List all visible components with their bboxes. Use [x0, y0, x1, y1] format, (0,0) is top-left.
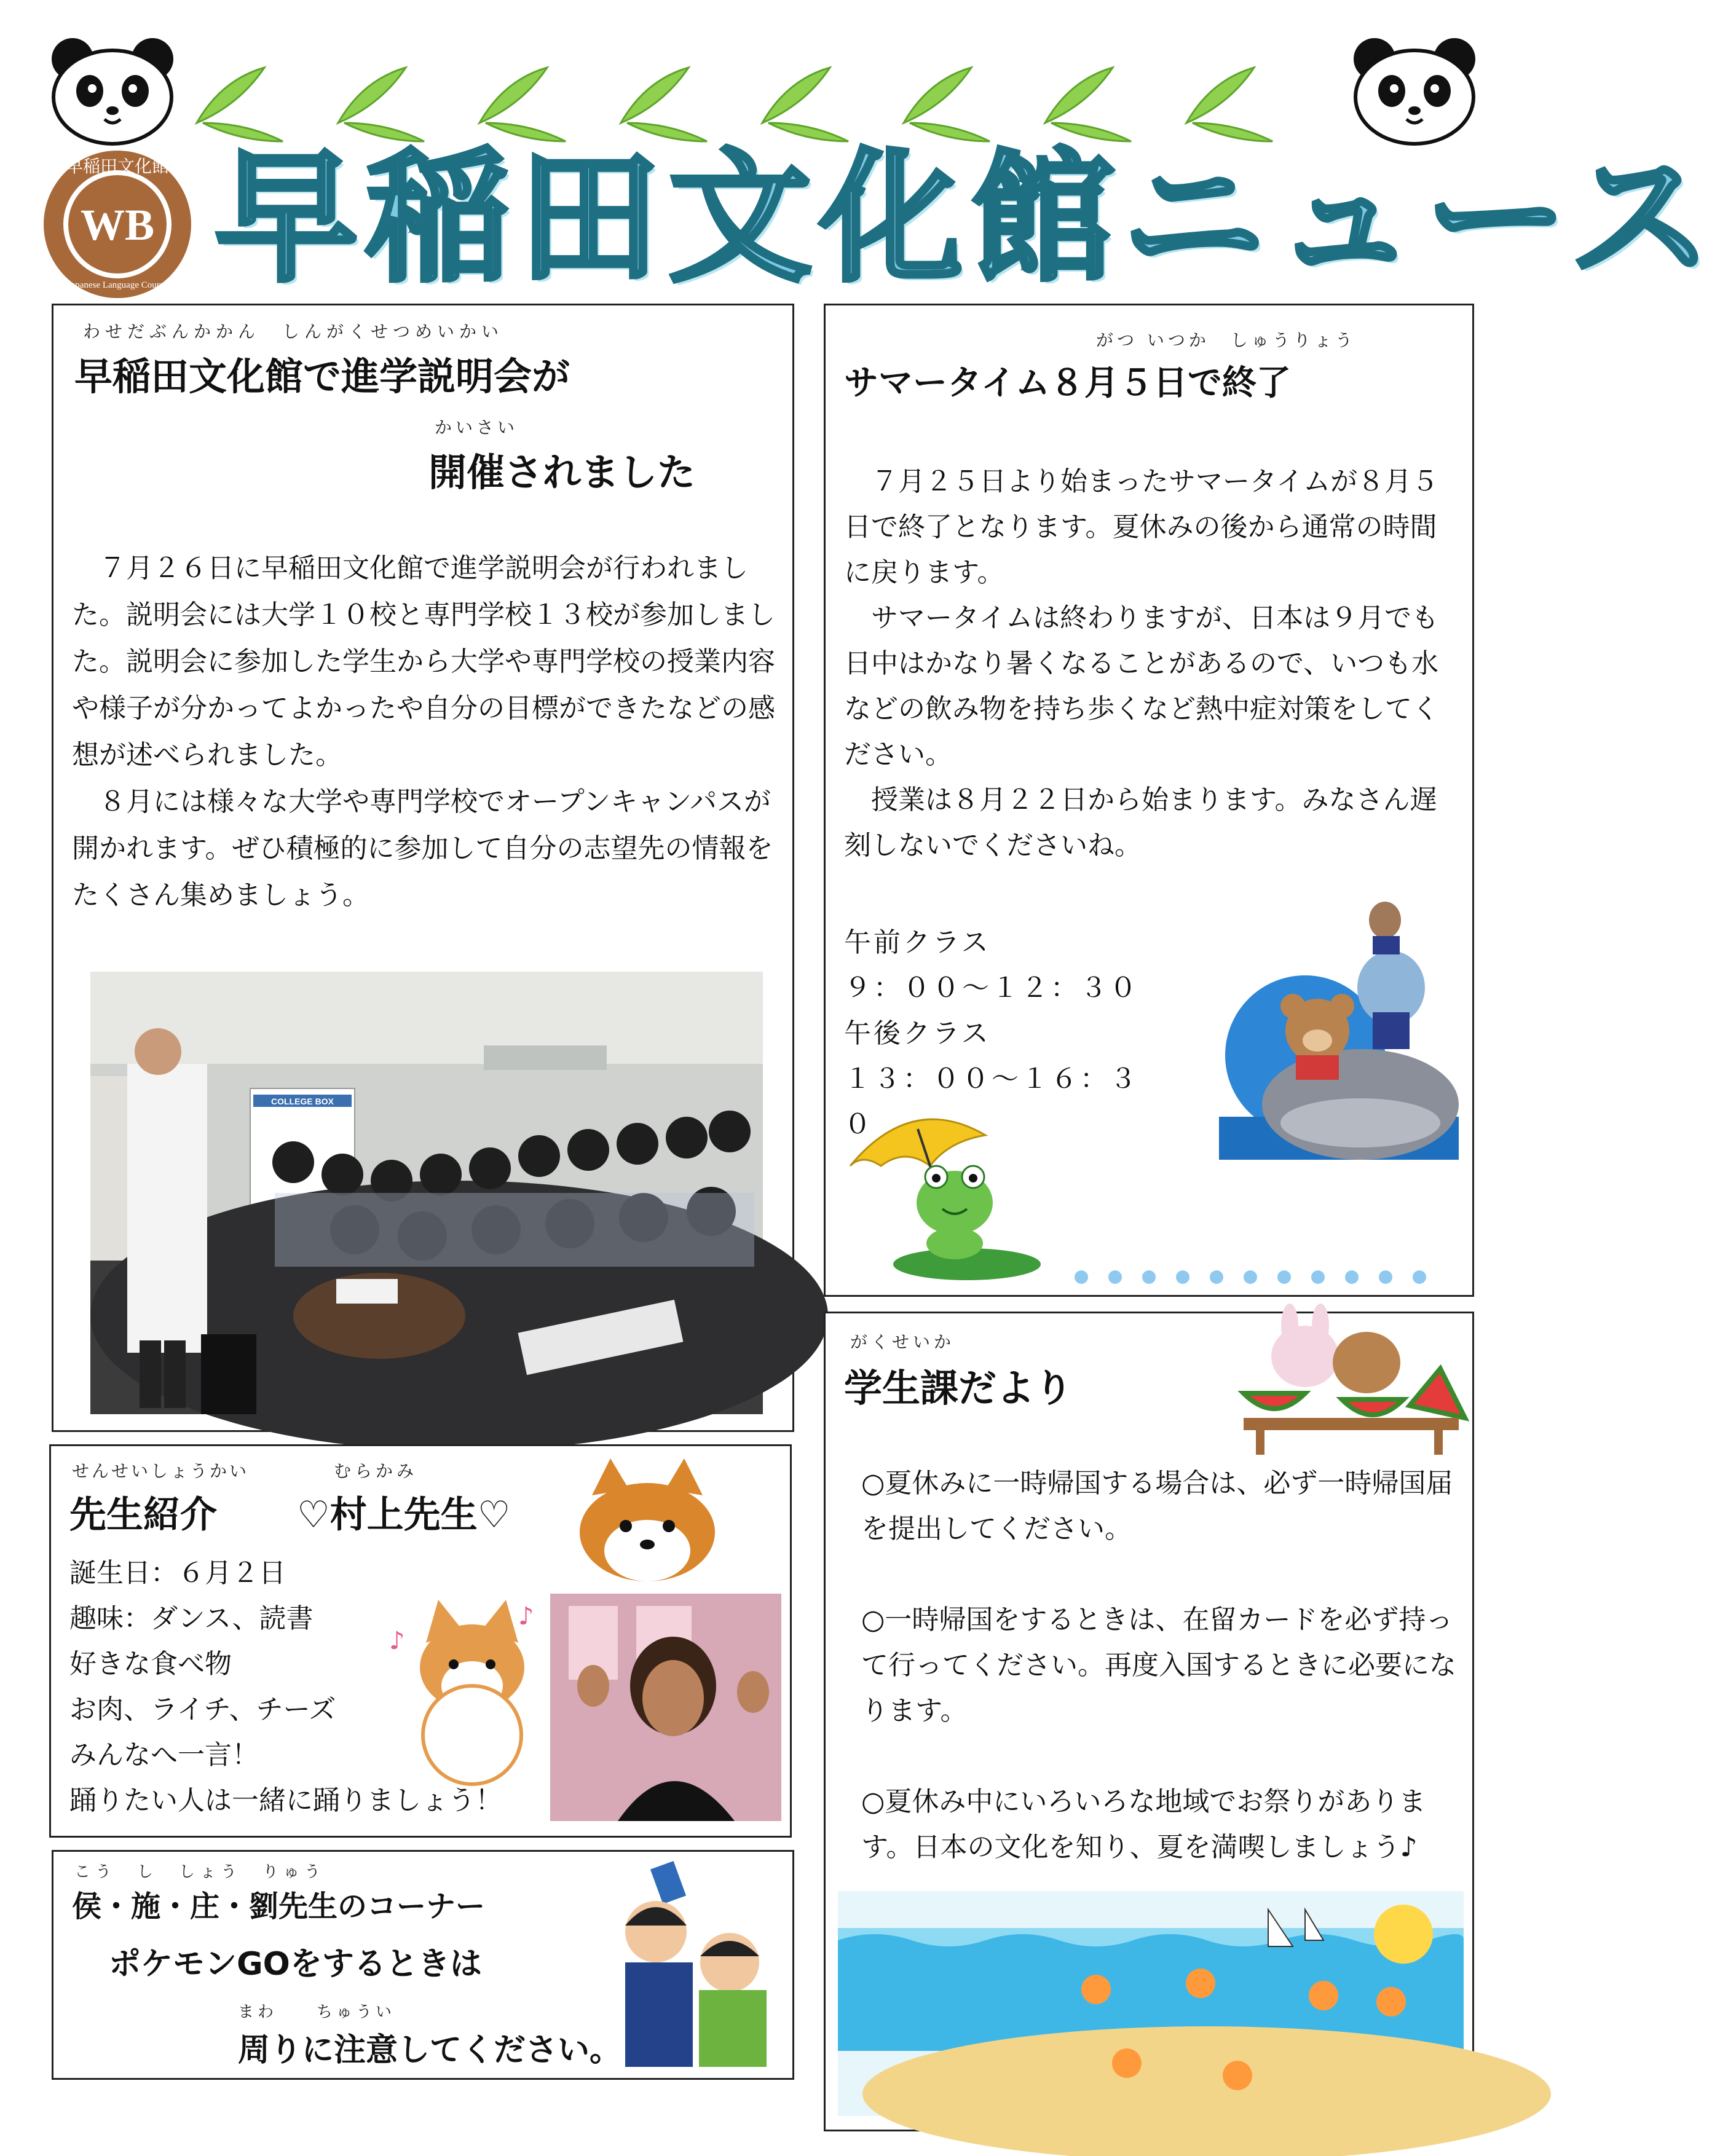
info-session-title-line2: 開催されました — [428, 450, 696, 495]
student-affairs-body — [861, 1461, 1458, 1870]
morning-class-label: 午前クラス — [844, 927, 991, 958]
svg-text:♪: ♪ — [389, 1627, 405, 1655]
newsletter-title: 早稲田文化館ニュース — [215, 135, 1720, 301]
summer-time-furigana: がつ いつか しゅうりょう — [1096, 330, 1356, 350]
teacher-name-furigana: むらかみ — [334, 1461, 418, 1481]
teacher-birthday: 誕生日：６月２日 — [69, 1557, 286, 1589]
info-session-furigana-2: かいさい — [435, 417, 519, 438]
teachers-corner-furigana: こう し しょう りゅう — [74, 1863, 326, 1881]
teacher-food: お肉、ライチ、チーズ — [69, 1694, 336, 1725]
teacher-intro-furigana: せんせいしょうかい — [72, 1461, 250, 1481]
summer-time-paragraph-1: ７月２５日より始まったサマータイムが８月５日で終了となります。夏休みの後から通常の時間に戻ります。 — [844, 466, 1439, 588]
teacher-message: 踊りたい人は一緒に踊りましょう！ — [69, 1785, 502, 1816]
teacher-message-label: みんなへ一言！ — [69, 1739, 259, 1771]
info-session-title-line1: 早稲田文化館で進学説明会が — [74, 354, 570, 399]
student-affairs-item-1: ○夏休みに一時帰国する場合は、必ず一時帰国届を提出してください。 — [861, 1468, 1453, 1544]
morning-class-time: ９：００～１２：３０ — [844, 972, 1139, 1004]
logo-arc-text: 早稲田文化館 — [65, 156, 170, 176]
info-session-paragraph-2: ８月には様々な大学や専門学校でオープンキャンパスが開かれます。ぜひ積極的に参加して自分の志望先の情報をたくさん集めましょう。 — [72, 786, 773, 911]
whale-animals-illustration — [1219, 895, 1459, 1160]
college-box-sign: COLLEGE BOX — [271, 1096, 334, 1106]
watermelon-animals-illustration — [1231, 1313, 1471, 1461]
info-session-body — [72, 545, 778, 919]
teacher-name: ♡村上先生♡ — [297, 1493, 511, 1536]
info-session-paragraph-1: ７月２６日に早稲田文化館で進学説明会が行われました。説明会には大学１０校と専門学校１３校が参加しました。説明会に参加した学生から大学や専門学校の授業内容や様子が分かってよかったや自分の目標ができたなどの感想が述べられました。 — [72, 553, 775, 771]
pokemon-go-line: ポケモンGOをするときは — [109, 1946, 482, 1983]
teacher-photo — [550, 1594, 781, 1821]
info-session-photo — [90, 972, 763, 1414]
panda-right-illustration — [1350, 36, 1479, 146]
pokemon-go-furigana: まわ ちゅうい — [238, 2003, 396, 2021]
teachers-corner-title: 侯・施・庄・劉先生のコーナー — [72, 1889, 486, 1924]
summer-time-paragraph-3: 授業は８月２２日から始まります。みなさん遅刻しないでくださいね。 — [844, 784, 1437, 861]
logo-mark: WB — [80, 200, 155, 250]
info-session-furigana: わせだぶんかかん しんがくせつめいかい — [83, 321, 504, 342]
frog-umbrella-illustration — [838, 1098, 1047, 1283]
summer-time-paragraph-2: サマータイムは終わりますが、日本は９月でも日中はかなり暑くなることがあるので、いつも水などの飲み物を持ち歩くなど熱中症対策をしてください。 — [844, 602, 1439, 770]
corgi-illustration — [383, 1594, 561, 1796]
smartphone-crash-illustration — [594, 1858, 779, 2067]
student-affairs-item-2: ○一時帰国をするときは、在留カードを必ず持って行ってください。再度入国するときに必要になります。 — [861, 1604, 1456, 1726]
teacher-food-label: 好きな食べ物 — [69, 1648, 232, 1680]
teacher-intro-title: 先生紹介 — [69, 1493, 217, 1536]
student-affairs-furigana: がくせいか — [850, 1332, 955, 1352]
afternoon-class-time: １３：００～１６：３０ — [844, 1063, 1139, 1140]
beach-illustration — [838, 1891, 1464, 2116]
panda-left-illustration — [48, 36, 177, 146]
student-affairs-article — [824, 1312, 1474, 2131]
teachers-corner-article — [52, 1850, 794, 2080]
logo-sub-text: Japanese Language Course — [67, 280, 168, 290]
info-session-article — [52, 304, 794, 1432]
summer-time-article — [824, 304, 1474, 1297]
student-affairs-item-3: ○夏休み中にいろいろな地域でお祭りがあります。日本の文化を知り、夏を満喫しましょう♪ — [861, 1786, 1426, 1863]
school-logo — [41, 148, 194, 301]
teacher-intro-article — [49, 1444, 792, 1838]
pokemon-go-warning: 周りに注意してください。 — [238, 2032, 622, 2069]
summer-time-body — [844, 459, 1459, 868]
shiba-dog-illustration — [567, 1458, 727, 1581]
svg-text:♪: ♪ — [518, 1602, 534, 1631]
afternoon-class-label: 午後クラス — [844, 1018, 991, 1049]
summer-time-title: サマータイム８月５日で終了 — [844, 363, 1291, 403]
student-affairs-title: 学生課だより — [844, 1366, 1073, 1410]
teacher-hobby: 趣味：ダンス、読書 — [69, 1603, 314, 1634]
